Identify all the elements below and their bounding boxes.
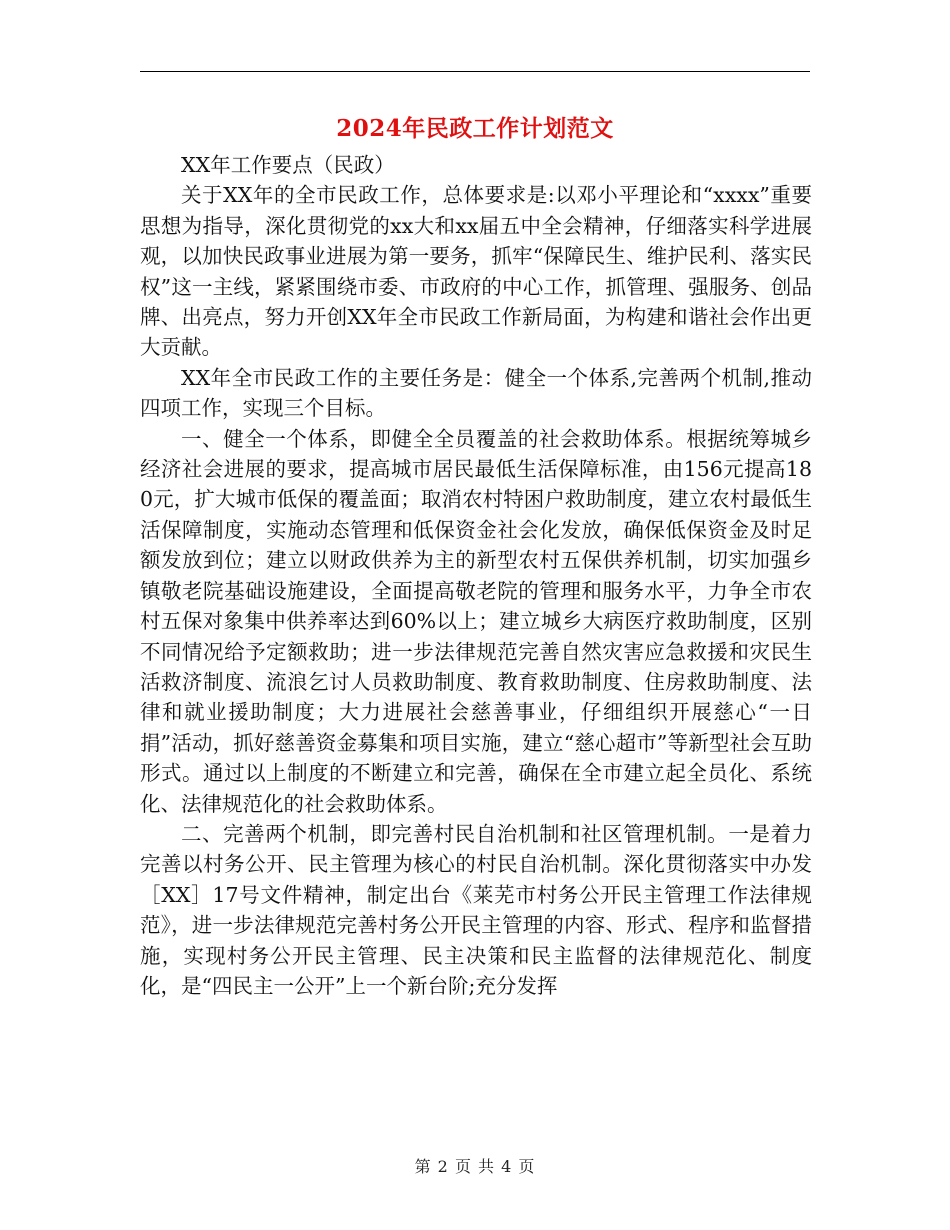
page-number-footer: 第 2 页 共 4 页 bbox=[414, 1157, 536, 1176]
header-rule bbox=[140, 71, 810, 72]
paragraph: 关于XX年的全市民政工作，总体要求是:以邓小平理论和“xxxx”重要思想为指导，深化贯彻党的xx大和xx届五中全会精神，仔细落实科学进展观，以加快民政事业进展为第一要务，抓牢“保障民生、维护民利、落实民权”这一主线，紧紧围绕市委、市政府的中心工作，抓管理、强服务、创品牌、出亮点，努力开创XX年全市民政工作新局面，为构建和谐社会作出更大贡献。 bbox=[140, 183, 812, 360]
document-body bbox=[140, 150, 812, 1001]
document-title: 2024年民政工作计划范文 bbox=[336, 115, 614, 142]
paragraph-heading: XX年工作要点（民政） bbox=[181, 153, 395, 177]
paragraph: XX年全市民政工作的主要任务是：健全一个体系,完善两个机制,推动四项工作，实现三个目标。 bbox=[140, 365, 812, 421]
paragraph: 一、健全一个体系，即健全全员覆盖的社会救助体系。根据统筹城乡经济社会进展的要求，提高城市居民最低生活保障标准，由156元提高180元，扩大城市低保的覆盖面；取消农村特困户救助制度，建立农村最低生活保障制度，实施动态管理和低保资金社会化发放，确保低保资金及时足额发放到位；建立以财政供养为主的新型农村五保供养机制，切实加强乡镇敬老院基础设施建设，全面提高敬老院的管理和服务水平，力争全市农村五保对象集中供养率达到60%以上；建立城乡大病医疗救助制度，区别不同情况给予定额救助；进一步法律规范完善自然灾害应急救援和灾民生活救济制度、流浪乞讨人员救助制度、教育救助制度、住房救助制度、法律和就业援助制度；大力进展社会慈善事业，仔细组织开展慈心“一日捐”活动，抓好慈善资金募集和项目实施，建立“慈心超市”等新型社会互助形式。通过以上制度的不断建立和完善，确保在全市建立起全员化、系统化、法律规范化的社会救助体系。 bbox=[140, 426, 812, 816]
paragraph: 二、完善两个机制，即完善村民自治机制和社区管理机制。一是着力完善以村务公开、民主管理为核心的村民自治机制。深化贯彻落实中办发［XX］17号文件精神，制定出台《莱芜市村务公开民主管理工作法律规范》，进一步法律规范完善村务公开民主管理的内容、形式、程序和监督措施，实现村务公开民主管理、民主决策和民主监督的法律规范化、制度化，是“四民主一公开”上一个新台阶;充分发挥 bbox=[140, 821, 812, 998]
